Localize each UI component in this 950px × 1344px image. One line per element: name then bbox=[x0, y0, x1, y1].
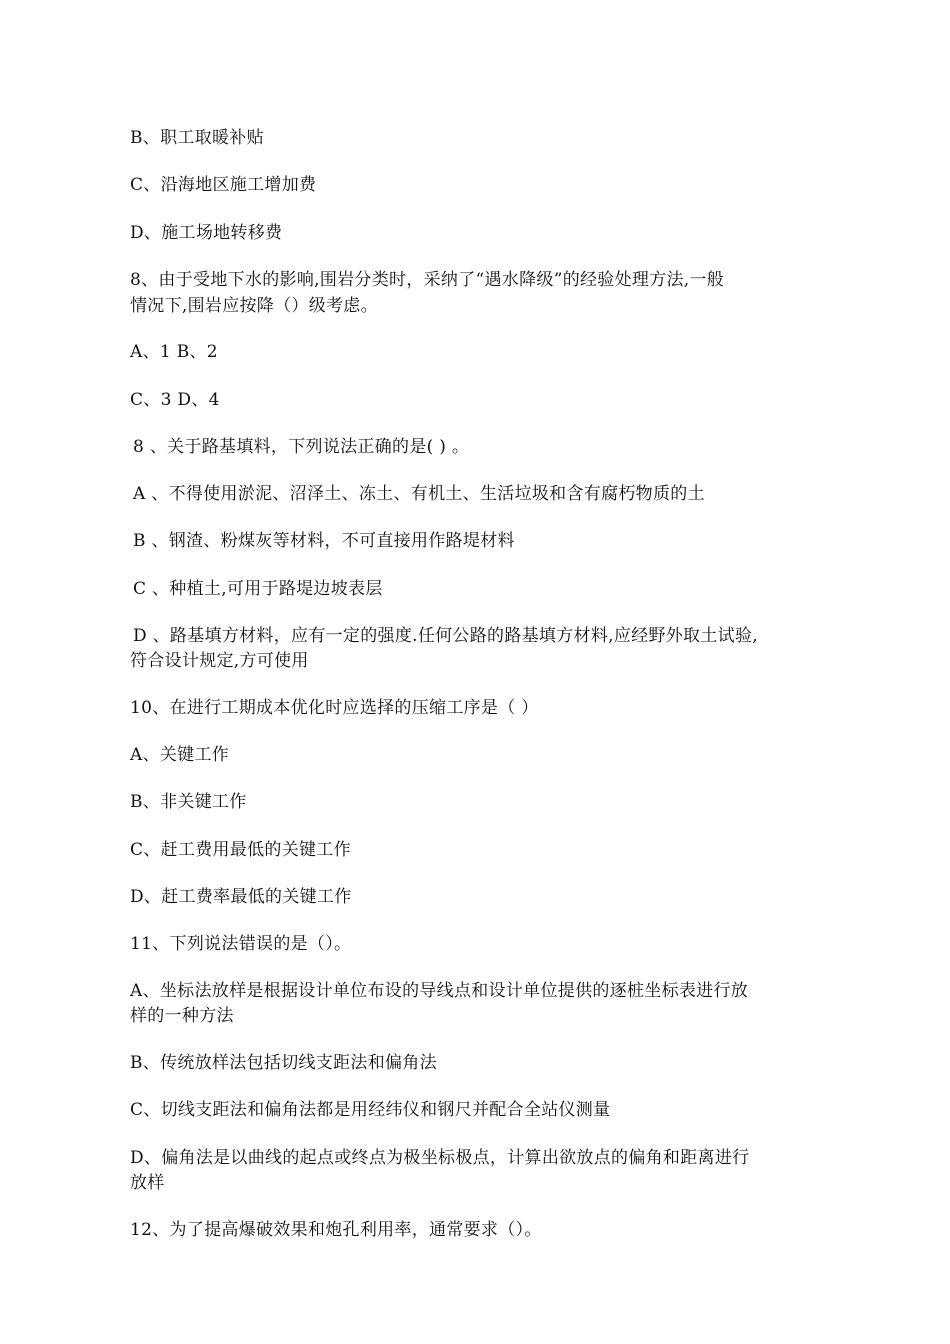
option-b-q8b: B 、钢渣、粉煤灰等材料，不可直接用作路堤材料 bbox=[133, 531, 515, 551]
question-10: 10、在进行工期成本优化时应选择的压缩工序是（ ） bbox=[130, 698, 539, 718]
option-a-q11-line1: A、坐标法放样是根据设计单位布设的导线点和设计单位提供的逐桩坐标表进行放 bbox=[130, 981, 749, 1001]
option-c-q8b: C 、种植土,可用于路堤边坡表层 bbox=[133, 579, 383, 599]
option-d-q11-line2: 放样 bbox=[130, 1173, 165, 1193]
option-cd-q8a: C、3 D、4 bbox=[130, 390, 220, 410]
option-b-q7: B、职工取暖补贴 bbox=[130, 128, 264, 148]
option-c-q7: C、沿海地区施工增加费 bbox=[130, 175, 317, 195]
option-a-q11-line2: 样的一种方法 bbox=[130, 1006, 234, 1026]
option-d-q8b-line1: D 、路基填方材料，应有一定的强度.任何公路的路基填方材料,应经野外取土试验, bbox=[133, 626, 758, 646]
option-c-q11: C、切线支距法和偏角法都是用经纬仪和钢尺并配合全站仪测量 bbox=[130, 1100, 611, 1120]
question-8a-line2: 情况下,围岩应按降（）级考虑。 bbox=[130, 296, 378, 316]
question-12: 12、为了提高爆破效果和炮孔利用率，通常要求（）。 bbox=[130, 1220, 542, 1240]
question-8b: 8 、关于路基填料，下列说法正确的是( ) 。 bbox=[133, 437, 470, 457]
option-a-q8b: A 、不得使用淤泥、沼泽土、冻土、有机土、生活垃圾和含有腐朽物质的土 bbox=[133, 484, 705, 504]
option-c-q10: C、赶工费用最低的关键工作 bbox=[130, 840, 351, 860]
option-d-q11-line1: D、偏角法是以曲线的起点或终点为极坐标极点，计算出欲放点的偏角和距离进行 bbox=[130, 1148, 750, 1168]
option-d-q7: D、施工场地转移费 bbox=[130, 223, 283, 243]
option-b-q11: B、传统放样法包括切线支距法和偏角法 bbox=[130, 1053, 437, 1073]
option-ab-q8a: A、1 B、2 bbox=[130, 342, 218, 362]
option-a-q10: A、关键工作 bbox=[130, 745, 230, 765]
question-11: 11、下列说法错误的是（）。 bbox=[130, 934, 352, 954]
question-8a-line1: 8、由于受地下水的影响,围岩分类时，采纳了“遇水降级”的经验处理方法,一般 bbox=[130, 270, 725, 290]
option-d-q10: D、赶工费率最低的关键工作 bbox=[130, 887, 352, 907]
option-d-q8b-line2: 符合设计规定,方可使用 bbox=[130, 651, 309, 671]
option-b-q10: B、非关键工作 bbox=[130, 792, 247, 812]
